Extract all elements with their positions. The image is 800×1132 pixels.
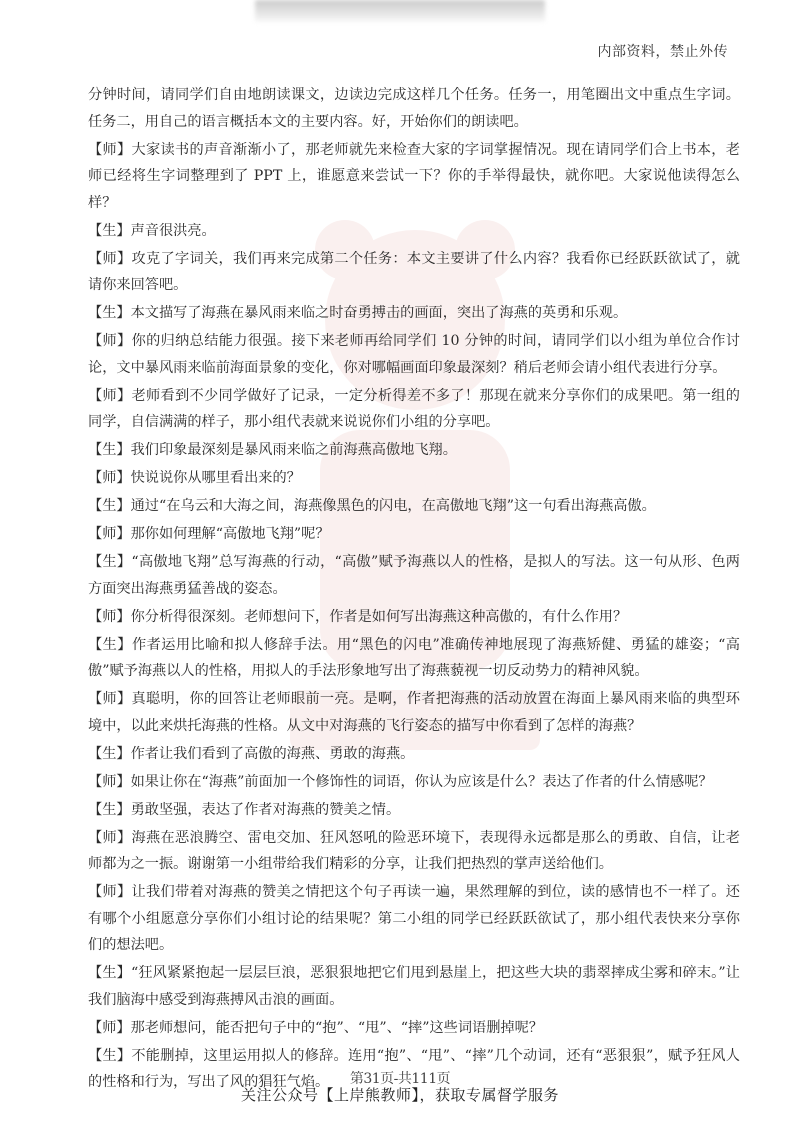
speaker-role: 【师】 xyxy=(88,250,132,267)
paragraph-text: 真聪明，你的回答让老师眼前一亮。是啊，作者把海燕的活动放置在海面上暴风雨来临的典型环境中，以此来烘托海燕的性格。从文中对海燕的飞行姿态的描写中你看到了怎样的海燕？ xyxy=(88,691,740,734)
page-number: 第31页-共111页 xyxy=(349,1071,451,1087)
dialogue-paragraph xyxy=(88,960,740,1013)
speaker-role: 【生】 xyxy=(88,305,131,321)
speaker-role: 【师】 xyxy=(88,1019,131,1036)
footer-note: 关注公众号【上岸熊教师】，获取专属督学服务 xyxy=(240,1086,559,1104)
speaker-role: 【生】 xyxy=(88,222,131,239)
dialogue-paragraph xyxy=(88,797,740,824)
paragraph-text: 不能删掉，这里运用拟人的修辞。连用“抱”、“甩”、“摔”几个动词，还有“恶狠狠”，赋予狂风人的性格和行为，写出了风的猖狂气焰。 xyxy=(88,1047,740,1090)
dialogue-paragraph xyxy=(88,825,740,878)
speaker-role: 【师】 xyxy=(88,526,131,542)
speaker-role: 【生】 xyxy=(88,745,131,762)
dialogue-paragraph xyxy=(88,604,740,631)
paragraph-text: 大家读书的声音渐渐小了，那老师就先来检查大家的字词掌握情况。现在请同学们合上书本，老师已经将生字词整理到了 PPT 上，谁愿意来尝试一下？你的手举得最快，就你吧。大家说他读得怎么样？ xyxy=(88,141,740,211)
speaker-role: 【师】 xyxy=(88,333,132,349)
paragraph-text: 勇敢坚强，表达了作者对海燕的赞美之情。 xyxy=(130,801,401,818)
confidential-note: 内部资料，禁止外传 xyxy=(597,44,728,60)
paragraph-text: 那老师想问，能否把句子中的“抱”、“甩”、“摔”这些词语删掉呢？ xyxy=(130,1019,543,1036)
paragraph-text: 如果让你在“海燕”前面加一个修饰性的词语，你认为应该是什么？表达了作者的什么情感呢？ xyxy=(130,773,713,790)
dialogue-paragraph xyxy=(88,246,740,299)
dialogue-content xyxy=(88,82,740,1097)
paragraph-text: “狂风紧紧抱起一层层巨浪，恶狠狠地把它们甩到悬崖上，把这些大块的翡翠摔成尘雾和碎末。”让我们脑海中感受到海燕搏风击浪的画面。 xyxy=(88,965,740,1008)
paragraph-text: 你的归纳总结能力很强。接下来老师再给同学们 10 分钟的时间，请同学们以小组为单位合作讨论，文中暴风雨来临前海面景象的变化，你对哪幅画面印象最深刻？稍后老师会请小组代表进行分享。 xyxy=(88,333,740,376)
speaker-role: 【师】 xyxy=(88,608,131,625)
dialogue-paragraph xyxy=(88,549,740,602)
speaker-role: 【师】 xyxy=(88,470,131,486)
speaker-role: 【师】 xyxy=(88,829,132,846)
dialogue-paragraph xyxy=(88,82,740,135)
speaker-role: 【生】 xyxy=(88,1047,132,1064)
speaker-role: 【师】 xyxy=(88,387,132,404)
paragraph-text: 快说说你从哪里看出来的？ xyxy=(130,470,301,486)
paragraph-text: 老师看到不少同学做好了记录，一定分析得差不多了！那现在就来分享你们的成果吧。第一组的同学，自信满满的样子，那小组代表就来说说你们小组的分享吧。 xyxy=(88,387,740,430)
header-smudge xyxy=(255,0,545,22)
dialogue-paragraph xyxy=(88,769,740,796)
dialogue-paragraph xyxy=(88,437,740,464)
dialogue-paragraph xyxy=(88,521,740,548)
dialogue-paragraph xyxy=(88,1015,740,1042)
paragraph-text: 海燕在恶浪腾空、雷电交加、狂风怒吼的险恶环境下，表现得永远都是那么的勇敢、自信，让老师都为之一振。谢谢第一小组带给我们精彩的分享，让我们把热烈的掌声送给他们。 xyxy=(88,829,740,872)
dialogue-paragraph xyxy=(88,493,740,520)
paragraph-text: 声音很洪亮。 xyxy=(130,222,216,239)
speaker-role: 【师】 xyxy=(88,773,131,790)
dialogue-paragraph xyxy=(88,686,740,739)
dialogue-paragraph xyxy=(88,328,740,381)
speaker-role: 【师】 xyxy=(88,691,132,707)
paragraph-text: 我们印象最深刻是暴风雨来临之前海燕高傲地飞翔。 xyxy=(130,442,457,458)
paragraph-text: 攻克了字词关，我们再来完成第二个任务：本文主要讲了什么内容？我看你已经跃跃欲试了，就请你来回答吧。 xyxy=(88,250,740,293)
speaker-role: 【生】 xyxy=(88,554,132,570)
dialogue-paragraph xyxy=(88,137,740,217)
speaker-role: 【生】 xyxy=(88,965,131,981)
paragraph-text: 分钟时间，请同学们自由地朗读课文，边读边完成这样几个任务。任务一，用笔圈出文中重点生字词。任务二，用自己的语言概括本文的主要内容。好，开始你们的朗读吧。 xyxy=(88,87,740,130)
dialogue-paragraph xyxy=(88,218,740,245)
speaker-role: 【生】 xyxy=(88,442,131,458)
paragraph-text: 通过“在乌云和大海之间，海燕像黑色的闪电，在高傲地飞翔”这一句看出海燕高傲。 xyxy=(130,498,656,514)
speaker-role: 【生】 xyxy=(88,636,132,653)
paragraph-text: 那你如何理解“高傲地飞翔”呢？ xyxy=(130,526,330,542)
paragraph-text: “高傲地飞翔”总写海燕的行动，“高傲”赋予海燕以人的性格，是拟人的写法。这一句从形、色两方面突出海燕勇猛善战的姿态。 xyxy=(88,554,740,597)
speaker-role: 【生】 xyxy=(88,498,131,514)
dialogue-paragraph xyxy=(88,879,740,959)
paragraph-text: 作者运用比喻和拟人修辞手法。用“黑色的闪电”准确传神地展现了海燕矫健、勇猛的雄姿；“高傲”赋予海燕以人的性格，用拟人的手法形象地写出了海燕藐视一切反动势力的精神风貌。 xyxy=(88,636,740,679)
paragraph-text: 本文描写了海燕在暴风雨来临之时奋勇搏击的画面，突出了海燕的英勇和乐观。 xyxy=(130,305,628,321)
paragraph-text: 你分析得很深刻。老师想问下，作者是如何写出海燕这种高傲的，有什么作用？ xyxy=(130,608,628,625)
dialogue-paragraph xyxy=(88,741,740,768)
paragraph-text: 让我们带着对海燕的赞美之情把这个句子再读一遍，果然理解的到位，读的感情也不一样了。还有哪个小组愿意分享你们小组讨论的结果呢？第二小组的同学已经跃跃欲试了，那小组代表快来分享你们的想法吧。 xyxy=(88,884,740,953)
speaker-role: 【师】 xyxy=(88,141,132,158)
paragraph-text: 作者让我们看到了高傲的海燕、勇敢的海燕。 xyxy=(130,745,415,762)
speaker-role: 【生】 xyxy=(88,801,131,818)
dialogue-paragraph xyxy=(88,383,740,436)
dialogue-paragraph xyxy=(88,300,740,327)
speaker-role: 【师】 xyxy=(88,884,132,900)
dialogue-paragraph xyxy=(88,632,740,685)
dialogue-paragraph xyxy=(88,465,740,492)
